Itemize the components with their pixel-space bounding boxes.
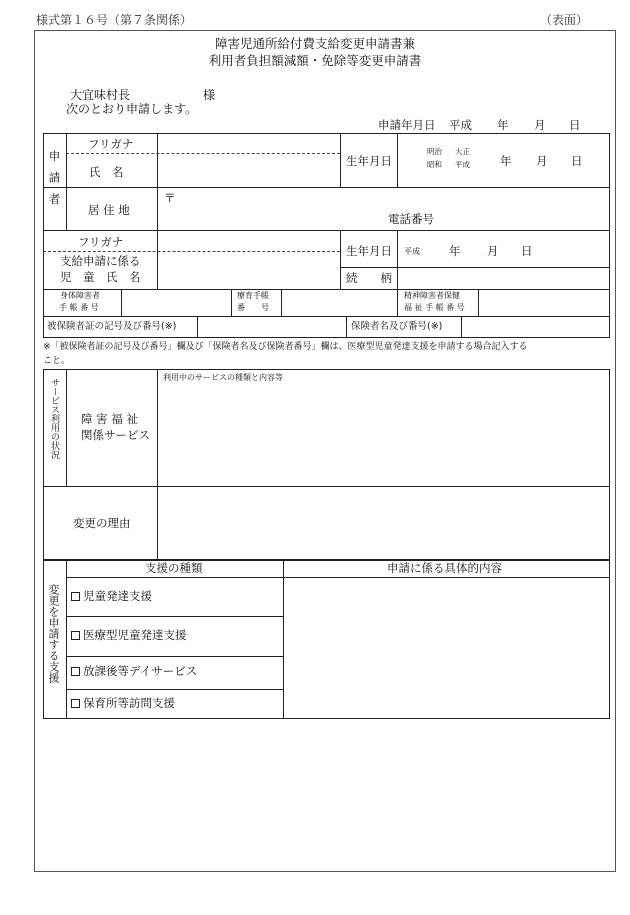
service-status-side-label: サービス利用の状況 bbox=[49, 378, 59, 459]
phone-label: 電話番号 bbox=[388, 212, 434, 226]
service-content-hint: 利用中のサービスの種類と内容等 bbox=[163, 373, 283, 382]
welfare-service-label-line2: 関係サービス bbox=[81, 428, 150, 442]
note-line2: こと。 bbox=[43, 356, 71, 366]
divider bbox=[121, 289, 122, 316]
divider bbox=[340, 133, 341, 187]
divider bbox=[397, 230, 398, 289]
child-dob-era: 平成 bbox=[404, 247, 420, 256]
physical-handbook-label-2: 手 帳 番 号 bbox=[59, 303, 99, 312]
divider bbox=[66, 616, 283, 617]
divider bbox=[43, 187, 610, 188]
apply-date-year: 年 bbox=[497, 118, 509, 132]
mental-handbook-label-1: 精神障害者保健 bbox=[404, 291, 460, 300]
postal-mark: 〒 bbox=[164, 191, 176, 205]
support-option-child-development[interactable] bbox=[71, 591, 152, 603]
intro-text: 次のとおり申請します。 bbox=[66, 102, 198, 116]
applicant-section-label: 申請者 bbox=[47, 150, 62, 215]
support-option-medical-child-development[interactable] bbox=[71, 630, 187, 642]
support-option-after-school-day-service[interactable] bbox=[71, 666, 197, 678]
divider bbox=[66, 689, 283, 690]
divider bbox=[461, 316, 462, 338]
form-title-line1: 障害児通所給付費支給変更申請書兼 bbox=[214, 36, 415, 51]
era-meiji: 明治 bbox=[427, 147, 442, 156]
welfare-service-label-line1: 障 害 福 祉 bbox=[81, 412, 138, 426]
child-name-label-line2: 児 童 氏 名 bbox=[60, 270, 141, 284]
divider bbox=[197, 316, 198, 338]
applicant-table bbox=[43, 133, 610, 338]
form-title-line2: 利用者負担額減額・免除等変更申請書 bbox=[208, 53, 422, 68]
support-option-label: 医療型児童発達支援 bbox=[83, 628, 187, 642]
divider bbox=[397, 289, 398, 316]
applicant-dob-month: 月 bbox=[536, 154, 548, 168]
divider bbox=[281, 289, 282, 316]
checkbox[interactable] bbox=[71, 699, 80, 708]
divider bbox=[340, 267, 610, 268]
support-type-header: 支援の種類 bbox=[145, 561, 203, 575]
apply-date-era: 平成 bbox=[449, 118, 472, 132]
support-option-nursery-visit-support[interactable] bbox=[71, 698, 175, 710]
applicant-dob-year: 年 bbox=[500, 154, 512, 168]
divider bbox=[66, 133, 67, 230]
divider bbox=[66, 577, 610, 578]
ryoiku-handbook-label-2: 番 号 bbox=[237, 303, 269, 312]
page-side-label: （表面） bbox=[540, 13, 589, 27]
child-dob-label: 生年月日 bbox=[346, 244, 392, 258]
era-showa: 昭和 bbox=[427, 160, 442, 169]
insurance-card-label: 被保険者証の記号及び番号(※) bbox=[47, 321, 177, 332]
apply-date-label: 申請年月日 bbox=[378, 118, 436, 132]
service-table bbox=[43, 369, 610, 560]
note-line1: ※「被保険者証の記号及び番号」欄及び「保険者名及び保険者番号」欄は、医療型児童発達支援を申請する場合記入する bbox=[43, 342, 528, 352]
divider bbox=[231, 289, 232, 316]
change-reason-label: 変更の理由 bbox=[73, 516, 131, 530]
divider bbox=[43, 289, 610, 290]
child-dob-month: 月 bbox=[487, 244, 499, 258]
checkbox[interactable] bbox=[71, 592, 80, 601]
divider bbox=[43, 316, 610, 317]
support-detail-header: 申請に係る具体的内容 bbox=[387, 561, 502, 575]
divider bbox=[340, 230, 341, 289]
child-dob-year: 年 bbox=[449, 244, 461, 258]
apply-date-month: 月 bbox=[534, 118, 546, 132]
honorific: 様 bbox=[203, 88, 216, 102]
applicant-dob-label: 生年月日 bbox=[346, 154, 392, 168]
divider bbox=[283, 560, 284, 719]
ryoiku-handbook-label-1: 療育手帳 bbox=[237, 291, 269, 300]
applicant-name-label: 氏 名 bbox=[89, 165, 124, 179]
mental-handbook-label-2: 福 祉 手 帳 番 号 bbox=[404, 303, 465, 312]
era-taisho: 大正 bbox=[455, 147, 470, 156]
child-name-label-line1: 支給申請に係る bbox=[60, 254, 141, 268]
divider bbox=[43, 486, 610, 487]
support-option-label: 児童発達支援 bbox=[83, 589, 152, 603]
divider bbox=[66, 369, 67, 486]
divider bbox=[157, 369, 158, 560]
support-side-label: 変更を申請する支援 bbox=[47, 584, 60, 683]
checkbox[interactable] bbox=[71, 667, 80, 676]
furigana-dashed-line bbox=[66, 153, 340, 154]
divider bbox=[397, 133, 398, 187]
support-option-label: 保育所等訪問支援 bbox=[83, 696, 175, 710]
form-number: 様式第１６号（第７条関係） bbox=[36, 13, 193, 27]
support-option-label: 放課後等デイサービス bbox=[83, 664, 198, 678]
divider bbox=[66, 560, 67, 719]
applicant-address-label: 居 住 地 bbox=[88, 203, 130, 217]
child-furigana-label: フリガナ bbox=[78, 235, 124, 249]
divider bbox=[478, 289, 479, 316]
divider bbox=[346, 316, 347, 338]
divider bbox=[157, 133, 158, 289]
relationship-label: 続 柄 bbox=[346, 271, 392, 285]
checkbox[interactable] bbox=[71, 631, 80, 640]
divider bbox=[43, 230, 610, 231]
applicant-dob-day: 日 bbox=[571, 154, 583, 168]
divider bbox=[66, 656, 283, 657]
apply-date-day: 日 bbox=[569, 118, 581, 132]
era-heisei: 平成 bbox=[455, 160, 470, 169]
child-furigana-dashed-line bbox=[43, 251, 340, 252]
addressee: 大宜味村長 bbox=[70, 88, 131, 102]
insurer-label: 保険者名及び番号(※) bbox=[351, 321, 443, 332]
physical-handbook-label-1: 身体障害者 bbox=[60, 291, 100, 300]
child-dob-day: 日 bbox=[521, 244, 533, 258]
applicant-furigana-label: フリガナ bbox=[88, 137, 134, 151]
